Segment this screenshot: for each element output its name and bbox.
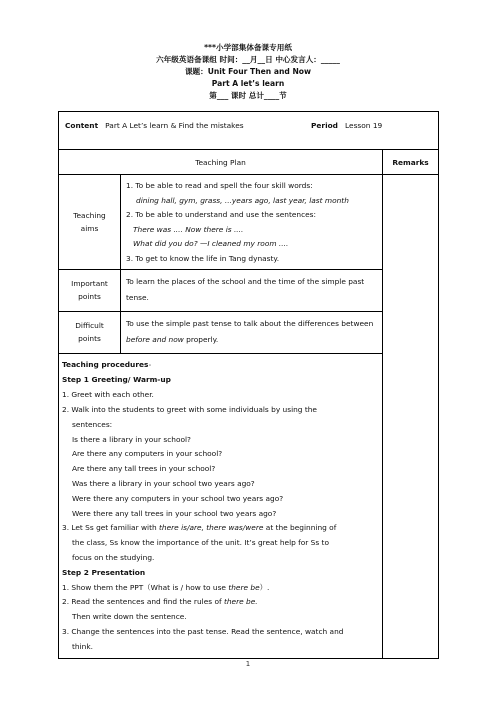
content-cell xyxy=(59,112,439,150)
remarks-cell xyxy=(383,175,439,659)
procedures-content: Teaching procedures◦ Step 1 Greeting/ Warm-up 1. Greet with each other. 2. Walk into the students to greet with some individuals by using the sentences: Is there a library in your school? Are there any computers in your school? Are there any tall trees in your school? Was there a library in your school two years ago? Were there any computers in your school two years ago? Were there any tall trees in your school two years ago? 3. Let Ss get familiar with there is/are, there was/were at the beginning of the class, Ss know the importance of the unit. It’s great help for Ss to focus on the studying. Step 2 Presentation 1. Show them the PPT（What is / how to use there be）. 2. Read the sentences and find the rules of there be. Then write down the sentence. 3. Change the sentences into the past tense. Read the sentence, watch and think. xyxy=(59,353,383,658)
question-line: Were there any tall trees in your school two years ago? xyxy=(72,508,277,518)
plan-header-row xyxy=(59,150,439,175)
doc-header-group: 六年级英语备课组 时间：__月__日 中心发言人：_____ xyxy=(156,55,340,64)
question-line: Were there any computers in your school two years ago? xyxy=(72,493,284,503)
difficult-points-label: Difficult points xyxy=(59,311,121,353)
content-label: Content xyxy=(65,121,99,130)
aim-line: dining hall, gym, grass, ...years ago, last year, last month xyxy=(136,195,349,205)
aim-line: 3. To get to know the life in Tang dynasty. xyxy=(126,253,280,263)
question-line: Is there a library in your school? xyxy=(72,434,191,444)
teaching-aims-label: Teaching aims xyxy=(59,175,121,270)
teaching-aims-row xyxy=(59,175,439,270)
teaching-aims-content xyxy=(121,175,383,270)
page-number: 1 xyxy=(245,660,251,668)
question-line: Are there any tall trees in your school? xyxy=(72,464,216,474)
difficult-points-row xyxy=(59,311,439,353)
aim-line: 2. To be able to understand and use the sentences: xyxy=(126,210,317,220)
content-value: Part A Let’s learn & Find the mistakes xyxy=(105,121,244,130)
question-line: Are there any computers in your school? xyxy=(72,449,223,459)
question-line: Was there a library in your school two years ago? xyxy=(72,478,255,488)
procedures-row xyxy=(59,353,439,658)
important-points-label: Important points xyxy=(59,269,121,311)
doc-header-topic: 课题：Unit Four Then and Now xyxy=(184,67,312,76)
difficult-points-content: To use the simple past tense to talk about the differences between before and now properly. xyxy=(121,311,383,353)
remarks-heading: Remarks xyxy=(383,150,439,175)
step-1-heading: Step 1 Greeting/ Warm-up xyxy=(62,375,171,385)
content-row xyxy=(59,112,439,150)
doc-header-school: ***小学部集体备课专用纸 xyxy=(204,43,292,52)
lesson-plan-table xyxy=(58,111,439,659)
important-points-content: To learn the places of the school and the time of the simple past tense. xyxy=(121,269,383,311)
important-points-row xyxy=(59,269,439,311)
period-value: Lesson 19 xyxy=(345,121,383,130)
aim-line: What did you do? —I cleaned my room .... xyxy=(133,239,289,249)
teaching-plan-heading: Teaching Plan xyxy=(59,150,383,175)
aim-line: There was .... Now there is .... xyxy=(133,224,244,234)
doc-header-part: Part A let’s learn xyxy=(211,79,285,88)
step-2-heading: Step 2 Presentation xyxy=(62,567,146,577)
aim-line: 1. To be able to read and spell the four skill words: xyxy=(126,181,313,190)
procedures-title: Teaching procedures◦ xyxy=(62,359,152,369)
doc-header-lesson-count: 第___ 课时 总计____节 xyxy=(209,91,287,100)
period-label: Period xyxy=(311,121,338,130)
